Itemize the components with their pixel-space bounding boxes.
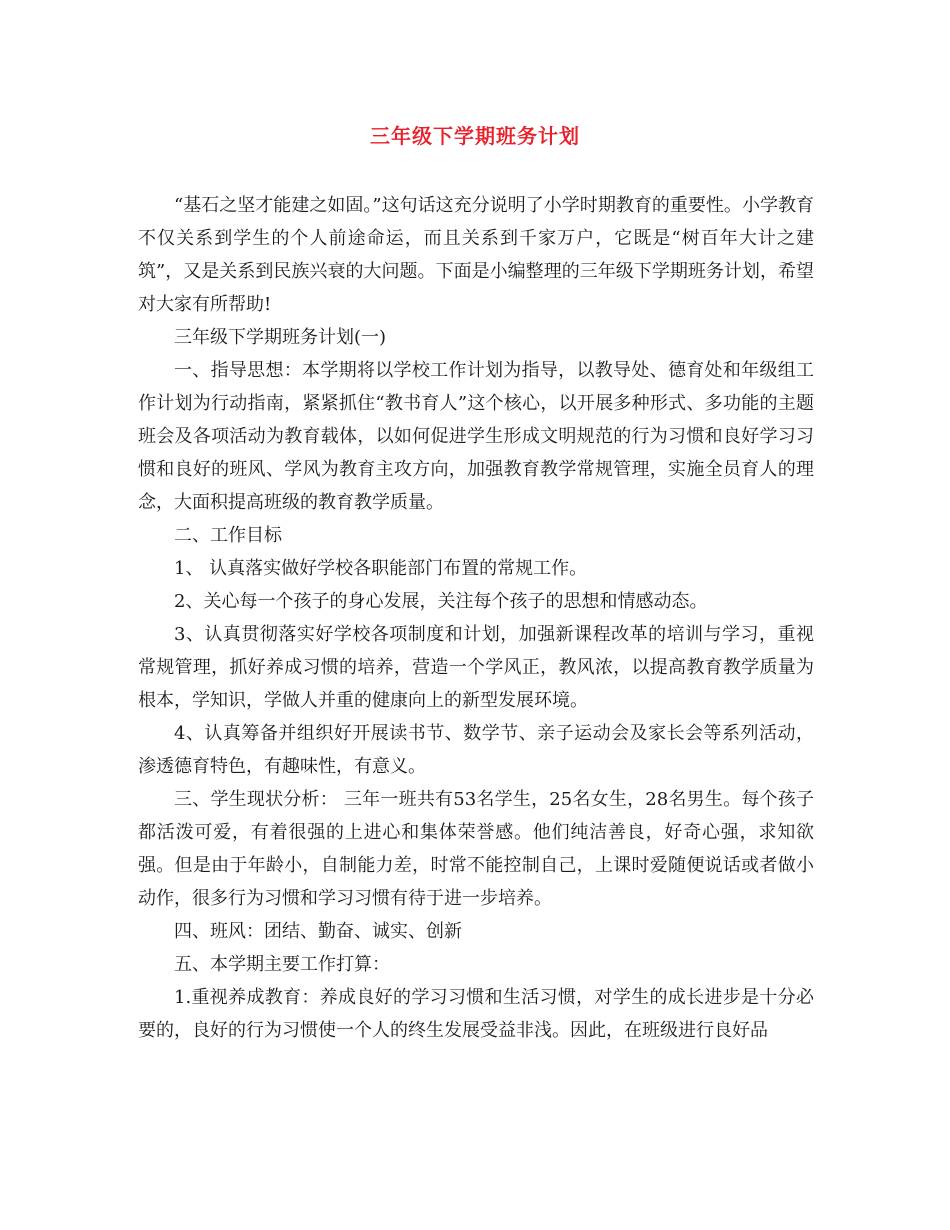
paragraph-work-plan-heading: 五、本学期主要工作打算： bbox=[174, 954, 390, 975]
paragraph-habit-education: 1.重视养成教育：养成良好的学习习惯和生活习惯，对学生的成长进步是十分必要的，良好的行为习惯使一个人的终生发展受益非浅。因此，在班级进行良好品 bbox=[138, 987, 814, 1041]
paragraph-goal-3: 3、认真贯彻落实好学校各项制度和计划，加强新课程改革的培训与学习，重视常规管理，抓好养成习惯的培养，营造一个学风正，教风浓，以提高教育教学质量为根本，学知识，学做人并重的健康向上的新型发展环境。 bbox=[138, 624, 814, 711]
paragraph-section-heading: 三年级下学期班务计划(一) bbox=[174, 327, 387, 348]
paragraph-class-motto: 四、班风：团结、勤奋、诚实、创新 bbox=[174, 921, 462, 942]
document-body bbox=[138, 189, 814, 1047]
paragraph-goal-1: 1、 认真落实做好学校各职能部门布置的常规工作。 bbox=[174, 558, 588, 579]
paragraph-goal-4: 4、认真筹备并组织好开展读书节、数学节、亲子运动会及家长会等系列活动，渗透德育特色，有趣味性，有意义。 bbox=[138, 723, 814, 777]
paragraph-guiding-thought: 一、指导思想：本学期将以学校工作计划为指导，以教导处、德育处和年级组工作计划为行动指南，紧紧抓住“教书育人”这个核心，以开展多种形式、多功能的主题班会及各项活动为教育载体，以如何促进学生形成文明规范的行为习惯和良好学习习惯和良好的班风、学风为教育主攻方向，加强教育教学常规管理，实施全员育人的理念，大面积提高班级的教育教学质量。 bbox=[138, 360, 814, 513]
paragraph-intro: “基石之坚才能建之如固。”这句话这充分说明了小学时期教育的重要性。小学教育不仅关系到学生的个人前途命运，而且关系到千家万户，它既是“树百年大计之建筑”，又是关系到民族兴衰的大问题。下面是小编整理的三年级下学期班务计划，希望对大家有所帮助! bbox=[138, 195, 814, 315]
paragraph-student-analysis: 三、学生现状分析： 三年一班共有53名学生，25名女生，28名男生。每个孩子都活泼可爱，有着很强的上进心和集体荣誉感。他们纯洁善良，好奇心强，求知欲强。但是由于年龄小，自制能力差，时常不能控制自己，上课时爱随便说话或者做小动作，很多行为习惯和学习习惯有待于进一步培养。 bbox=[138, 789, 814, 909]
paragraph-work-goals-heading: 二、工作目标 bbox=[174, 525, 282, 546]
document-title: 三年级下学期班务计划 bbox=[370, 124, 580, 148]
paragraph-goal-2: 2、关心每一个孩子的身心发展，关注每个孩子的思想和情感动态。 bbox=[174, 591, 708, 612]
